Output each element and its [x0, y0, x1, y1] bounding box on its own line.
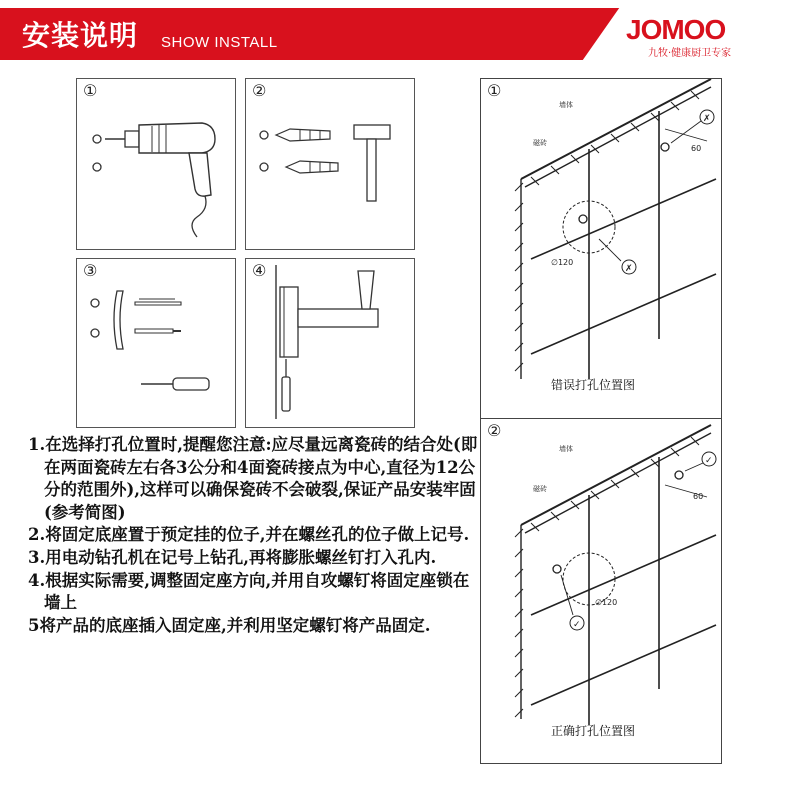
- brand-logo: JOMOO: [626, 14, 726, 45]
- step-panel-4: [245, 258, 415, 428]
- page-subtitle: SHOW INSTALL: [161, 34, 278, 51]
- header-banner: [0, 0, 790, 64]
- wrong-mark-icon: ✗: [703, 114, 711, 124]
- diagram-caption: 正确打孔位置图: [551, 724, 636, 738]
- screws-screwdriver-icon: [77, 259, 235, 427]
- step-panel-2: [245, 78, 415, 250]
- tile-wall-diagram: [481, 419, 721, 763]
- step-2-text: 2.将固定底座置于预定挂的位子,并在螺丝孔的位子做上记号.: [28, 525, 470, 545]
- wall-label: 墙体: [559, 445, 573, 453]
- drill-icon: [77, 79, 235, 249]
- tile-label: 磁砖: [533, 485, 547, 493]
- installation-steps: [28, 434, 483, 637]
- circle-label: ∅120: [595, 598, 618, 607]
- diagram-number: ②: [487, 421, 502, 440]
- wrong-mark-icon: ✗: [625, 264, 633, 274]
- diagram-caption: 错误打孔位置图: [551, 378, 636, 392]
- tile-wall-diagram: [481, 79, 721, 419]
- step-3-text: 3.用电动钻孔机在记号上钻孔,再将膨胀螺丝钉打入孔内.: [28, 547, 437, 567]
- step-panel-3: [76, 258, 236, 428]
- step-1-text: 1.在选择打孔位置时,提醒您注意:应尽量远离瓷砖的结合处(即在两面瓷砖左右各3公分和4面瓷砖接点为中心,直径为12公分的范围外),这样可以确保瓷砖不会破裂,保证产品安装牢固(参考简图): [28, 435, 478, 522]
- step-4-text: 4.根据实际需要,调整固定座方向,并用自攻螺钉将固定座锁在墙上: [28, 570, 470, 613]
- dim-label: 60: [693, 492, 704, 501]
- anchor-hammer-icon: [246, 79, 414, 249]
- panel-number: ④: [252, 261, 267, 280]
- panel-number: ③: [83, 261, 98, 280]
- panel-number: ①: [83, 81, 98, 100]
- tile-label: 磁砖: [533, 139, 547, 147]
- correct-position-diagram: [480, 418, 722, 764]
- step-5-text: 5将产品的底座插入固定座,并利用坚定螺钉将产品固定.: [28, 615, 431, 635]
- dim-label: 60: [691, 144, 702, 153]
- brand-tagline: 九牧·健康厨卫专家: [648, 48, 732, 59]
- check-mark-icon: ✓: [573, 620, 581, 630]
- page-title: 安装说明: [22, 19, 139, 52]
- bracket-mount-icon: [246, 259, 414, 427]
- check-mark-icon: ✓: [705, 456, 713, 466]
- step-panel-1: [76, 78, 236, 250]
- wall-label: 墙体: [559, 101, 573, 109]
- diagram-number: ①: [487, 81, 502, 100]
- wrong-position-diagram: [480, 78, 722, 420]
- panel-number: ②: [252, 81, 267, 100]
- circle-label: ∅120: [551, 258, 574, 267]
